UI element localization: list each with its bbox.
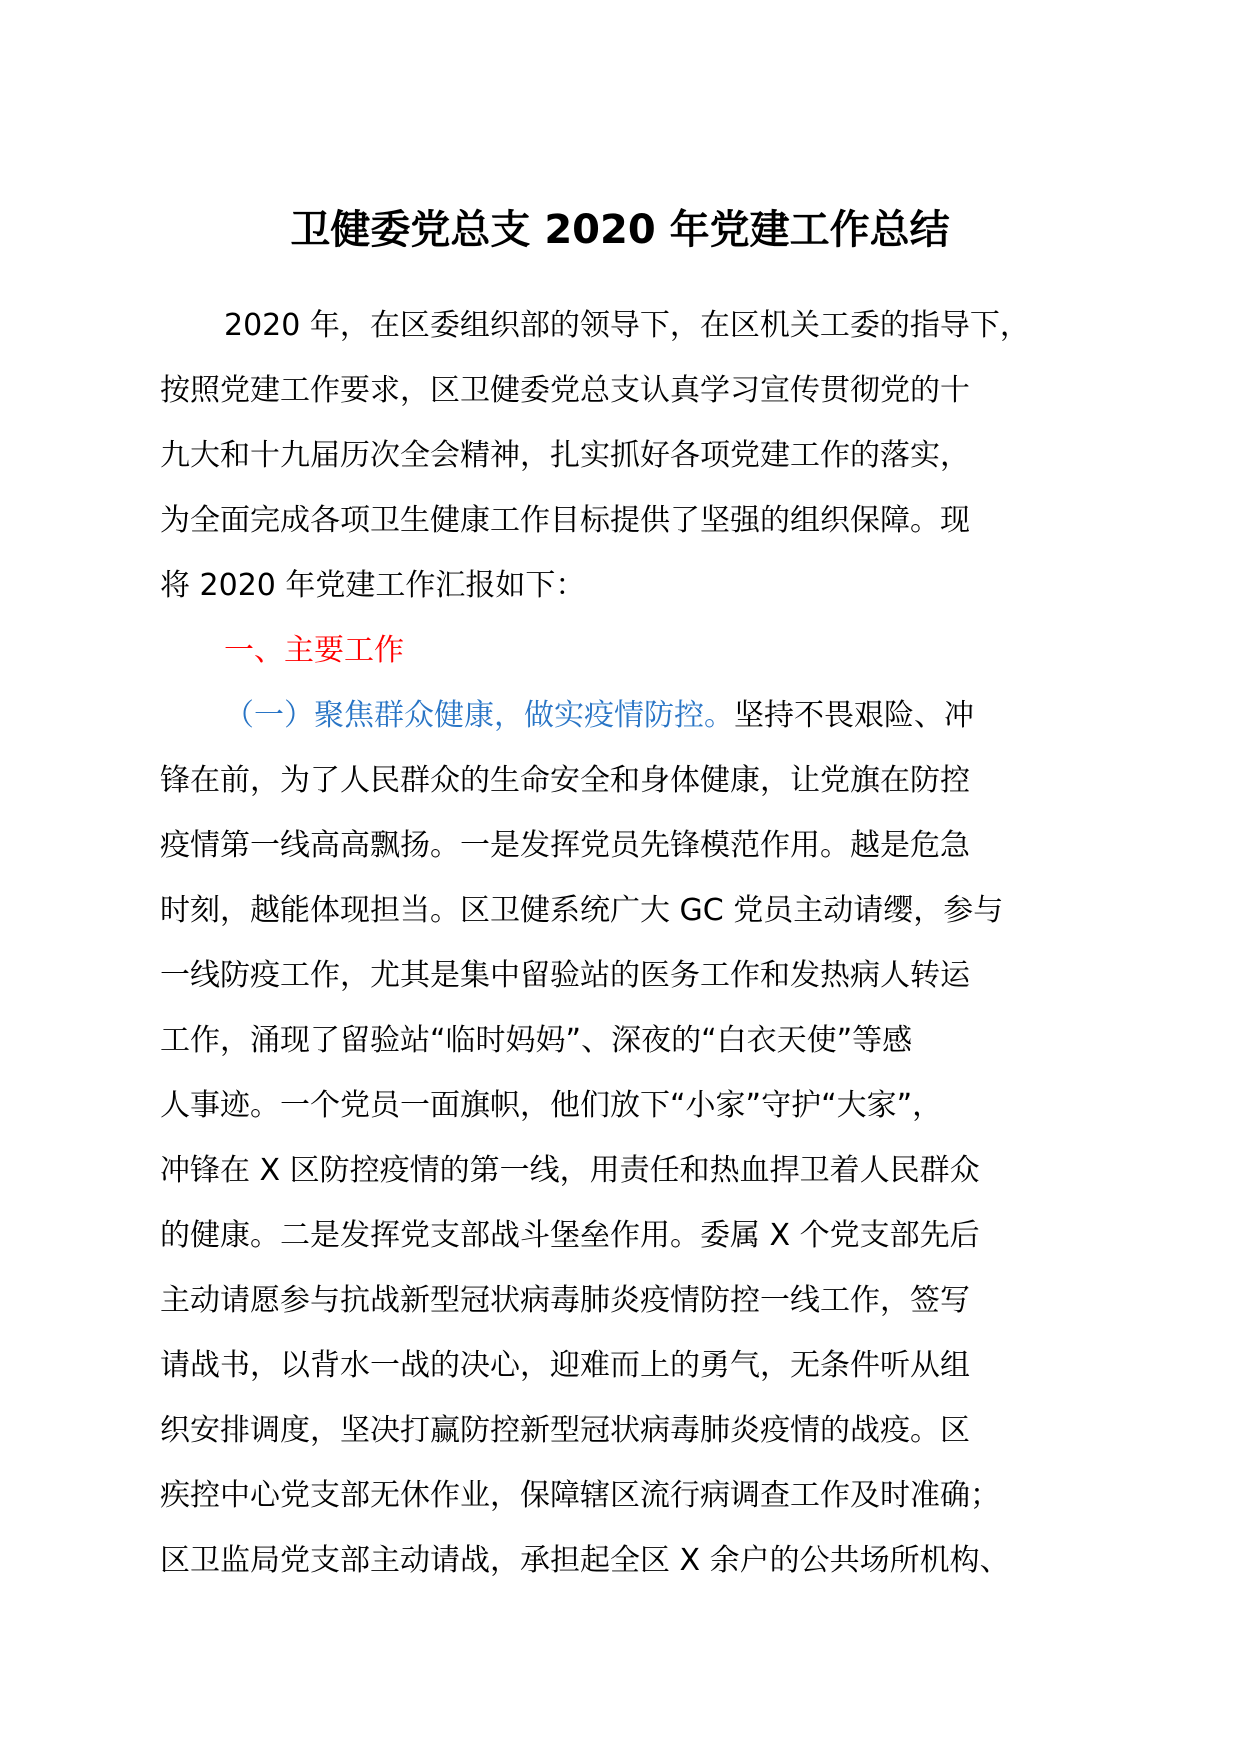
body-line: 主动请愿参与抗战新型冠状病毒肺炎疫情防控一线工作，签写 xyxy=(160,1283,970,1318)
document-title: 卫健委党总支 2020 年党建工作总结 xyxy=(290,207,950,253)
body-line: 工作，涌现了留验站“临时妈妈”、深夜的“白衣天使”等感 xyxy=(160,1023,913,1058)
intro-line: 为全面完成各项卫生健康工作目标提供了坚强的组织保障。现 xyxy=(160,503,970,538)
body-line: 锋在前，为了人民群众的生命安全和身体健康，让党旗在防控 xyxy=(160,763,970,798)
subsection-heading: （一）聚焦群众健康，做实疫情防控。 xyxy=(224,698,734,733)
intro-line: 2020 年，在区委组织部的领导下，在区机关工委的指导下， xyxy=(224,308,1030,343)
document-body xyxy=(160,293,1110,1593)
subsection-first-line-text: 坚持不畏艰险、冲 xyxy=(734,698,974,733)
section-heading: 一、主要工作 xyxy=(224,633,404,668)
subsection-first-line xyxy=(160,683,1110,748)
body-line: 人事迹。一个党员一面旗帜，他们放下“小家”守护“大家”， xyxy=(160,1088,943,1123)
intro-line: 九大和十九届历次全会精神，扎实抓好各项党建工作的落实， xyxy=(160,438,970,473)
body-line: 时刻，越能体现担当。区卫健系统广大 GC 党员主动请缨，参与 xyxy=(160,893,1004,928)
body-line: 疾控中心党支部无休作业，保障辖区流行病调查工作及时准确； xyxy=(160,1478,1000,1513)
body-line: 织安排调度，坚决打赢防控新型冠状病毒肺炎疫情的战疫。区 xyxy=(160,1413,970,1448)
intro-line: 将 2020 年党建工作汇报如下： xyxy=(160,568,586,603)
body-line: 的健康。二是发挥党支部战斗堡垒作用。委属 X 个党支部先后 xyxy=(160,1218,980,1253)
body-line: 冲锋在 X 区防控疫情的第一线，用责任和热血捍卫着人民群众 xyxy=(160,1153,980,1188)
body-line: 疫情第一线高高飘扬。一是发挥党员先锋模范作用。越是危急 xyxy=(160,828,970,863)
intro-line: 按照党建工作要求，区卫健委党总支认真学习宣传贯彻党的十 xyxy=(160,373,970,408)
body-line: 一线防疫工作，尤其是集中留验站的医务工作和发热病人转运 xyxy=(160,958,970,993)
body-line: 请战书，以背水一战的决心，迎难而上的勇气，无条件听从组 xyxy=(160,1348,970,1383)
body-line: 区卫监局党支部主动请战，承担起全区 X 余户的公共场所机构、 xyxy=(160,1543,1010,1578)
